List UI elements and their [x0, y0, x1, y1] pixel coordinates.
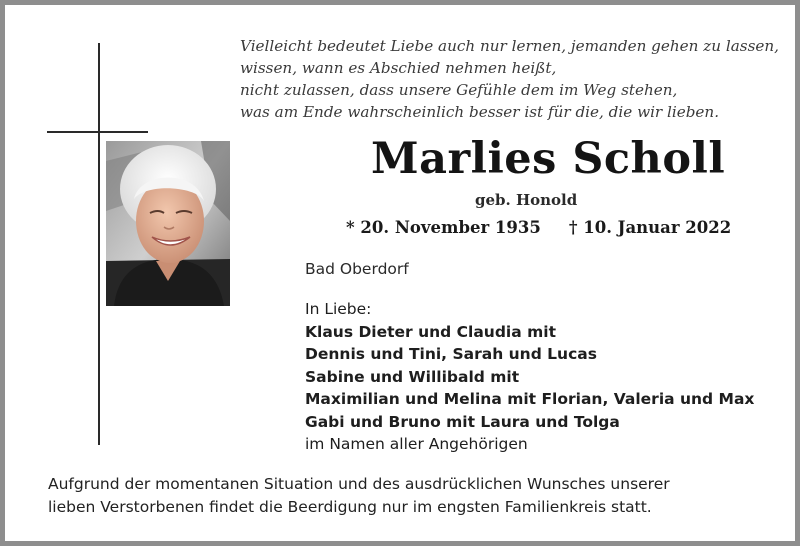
notice-line: Aufgrund der momentanen Situation und des ausdrücklichen Wunsches unserer	[48, 475, 670, 493]
notice-line: lieben Verstorbenen findet die Beerdigung nur im engsten Familienkreis statt.	[48, 498, 652, 516]
mourner-line: Dennis und Tini, Sarah und Lucas	[305, 345, 597, 363]
poem-line: wissen, wann es Abschied nehmen heißt,	[240, 59, 557, 77]
mourners-closing: im Namen aller Angehörigen	[305, 435, 528, 453]
mourners-list	[305, 298, 754, 456]
mourners-intro: In Liebe:	[305, 300, 372, 318]
poem	[240, 35, 779, 123]
mourner-line: Sabine und Willibald mit	[305, 367, 520, 386]
deceased-name: Marlies Scholl	[371, 134, 726, 184]
mourner-line: Gabi und Bruno mit Laura und Tolga	[305, 412, 620, 431]
mourner-line: Klaus Dieter und Claudia mit	[305, 322, 556, 341]
birth-date: * 20. November 1935	[346, 218, 541, 237]
death-date: † 10. Januar 2022	[568, 218, 732, 237]
poem-line: nicht zulassen, dass unsere Gefühle dem im Weg stehen,	[240, 81, 678, 99]
funeral-notice	[48, 473, 670, 519]
mourner-line: Maximilian und Melina mit Florian, Valeria und Max	[305, 390, 755, 408]
life-dates	[346, 215, 731, 241]
poem-line: Vielleicht bedeutet Liebe auch nur lernen, jemanden gehen zu lassen,	[240, 37, 779, 55]
poem-line: was am Ende wahrscheinlich besser ist für die, die wir lieben.	[240, 103, 720, 121]
cross-horizontal-beam	[47, 131, 148, 133]
maiden-name: geb. Honold	[475, 191, 578, 209]
cross-vertical-beam	[98, 43, 100, 445]
portrait-photo	[106, 141, 230, 306]
place-of-residence: Bad Oberdorf	[305, 260, 409, 278]
